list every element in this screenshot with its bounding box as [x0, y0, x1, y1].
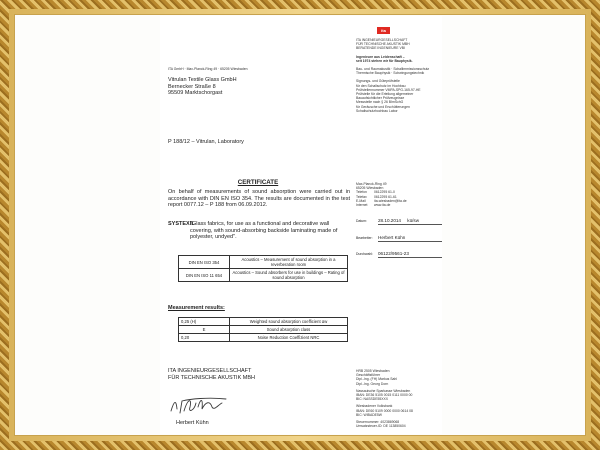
recipient-city: 95509 Marktschorgast	[168, 90, 223, 96]
signoff-company: ITA INGENIEURGESELLSCHAFT FÜR TECHNISCHE AKUSTIK MBH	[168, 368, 255, 381]
reference-line: P 188/12 – Vitrulan, Laboratory	[168, 139, 244, 145]
certificate-document	[160, 16, 442, 434]
certificate-intro: On behalf of measurements of sound absorption were carried out in accordance with DIN EN ISO 354. The results are documented in the test report 0077.12 – P 188 from 06.09.2012.	[168, 189, 350, 208]
handwritten-signature	[168, 393, 230, 419]
bearbeiter-underline	[378, 241, 442, 242]
table-row: DIN EN ISO 11 654 Acoustics – Sound absorbers for use in buildings – Rating of sound absorption	[179, 269, 348, 282]
table-row: 0,25 (H) Weighted sound absorption coefficient αw	[179, 318, 348, 326]
recipient-street: Bernecker Straße 8	[168, 83, 216, 90]
results-title: Measurement results:	[168, 305, 225, 311]
contact-block: Max-Planck-Ring 49 65205 Wiesbaden Telefon 0612295 61-0 Telefax 0612295 61-61 E-Mail ita-wiesbaden@ita.de Internet www.ita.de	[356, 182, 407, 208]
company-header: ITA INGENIEURGESELLSCHAFT FÜR TECHNISCHE AKUSTIK MBH BERATENDE INGENIEURE VBI Ingenieure aus Leidenschaft – seit 1974 stehen wir für Bauphysik. Bau- und Raumakustik · Schallimmissionsschutz Thermische Bauphysik · Schwingungstechnik Signungs- und Güteprüfstelle für den Schallschutz im Hochbau Prüfstellennummer VMPA-SPG-165-97-HE Prüfstelle für die Erteilung allgemeiner Bauaufsichtlicher Prüfzeugnisse Messstelle nach § 26 BImSchG für Geräusche und Erschütterungen Schallschutzhochbau Labor	[356, 38, 430, 113]
durchwahl-underline	[378, 257, 442, 258]
bearbeiter-field: Bearbeiter: Herbert Kühn	[356, 235, 406, 240]
signatory-name: Herbert Kühn	[176, 420, 209, 426]
system-description: "Glass fabrics, for use as a functional and decorative wall covering, with sound-absorbing backside laminating made of polyester, undyed".	[190, 221, 338, 240]
date-underline	[378, 224, 442, 225]
system-label: SYSTEXIL	[168, 221, 195, 227]
footer-block: HRB 2505 Wiesbaden Geschäftsführer Dipl.-Ing. (FH) Markus Sahl Dipl.-Ing. Georg Dorn Nassauische Sparkasse Wiesbaden IBAN: DE36 5105 0015 0111 0000 00 BIC: NASSDE55XXX Wiesbadener Volksbank IBAN: DE60 5109 0000 0000 0614 08 BIC: WIBADE5W Steuernummer: 4023869068 Umsatzsteuer-ID: DE 113850604	[356, 369, 413, 429]
results-table	[178, 317, 348, 342]
recipient-address	[168, 77, 298, 97]
table-row: E Sound absorption class	[179, 326, 348, 334]
sender-line: ITA GmbH · Max-Planck-Ring 49 · 65205 Wiesbaden	[168, 67, 248, 71]
table-row: DIN EN ISO 354 Acoustics – Measurement of sound absorption in a reverberation room	[179, 256, 348, 269]
table-row: 0,20 Noise Reduction Coeffizient NRC	[179, 334, 348, 342]
recipient-company: Vitrulan Textile Glass GmbH	[168, 77, 237, 83]
certificate-title: CERTIFICATE	[237, 179, 279, 186]
standards-table	[178, 255, 348, 282]
date-field: Datum: 28.10.2014 kü/sw	[356, 218, 420, 223]
durchwahl-field: Durchwahl: 06122/9561-23	[356, 251, 409, 256]
ita-logo: ita	[377, 27, 390, 34]
